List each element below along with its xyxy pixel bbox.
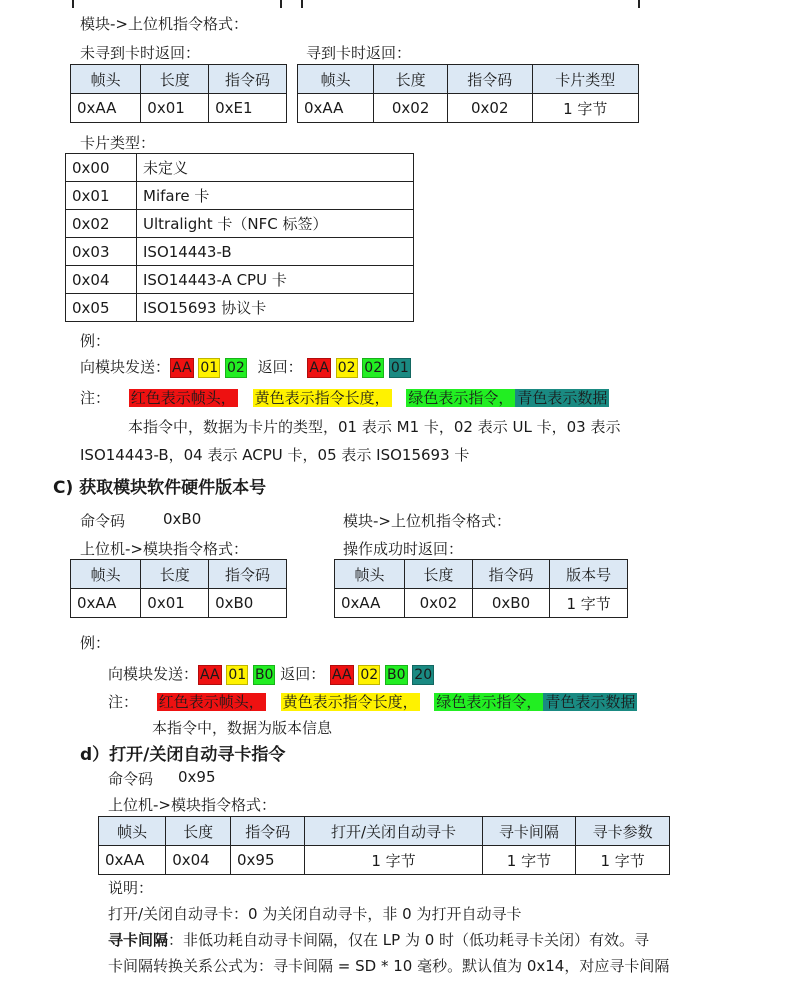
card-type-label: 卡片类型：: [80, 134, 156, 152]
byte-header: AA: [309, 360, 329, 376]
table-header: 帧头: [71, 560, 141, 589]
table-found: [297, 64, 639, 123]
table-cell: Mifare 卡: [137, 182, 414, 210]
table-header: 卡片类型: [532, 65, 638, 94]
table-cell: 0x02: [66, 210, 137, 238]
table-header: 长度: [141, 560, 209, 589]
explain-line: 打开/关闭自动寻卡：0 为关闭自动寻卡，非 0 为打开自动寻卡: [108, 905, 522, 923]
table-cell: 1 字节: [305, 846, 482, 875]
card-type-table: [65, 153, 414, 322]
section-heading: d）打开/关闭自动寻卡指令: [80, 745, 286, 765]
table-header: 长度: [141, 65, 209, 94]
byte-command: 02: [226, 360, 245, 376]
example-line: [80, 356, 411, 378]
return-label: 返回：: [280, 665, 326, 683]
table-header: 指令码: [231, 817, 305, 846]
table-cell: ISO14443-B: [137, 238, 414, 266]
legend-teal: 青色表示数据: [545, 693, 636, 711]
found-label: 寻到卡时返回：: [306, 44, 412, 62]
table-header: 帧头: [99, 817, 166, 846]
table-header: 指令码: [447, 65, 532, 94]
byte-command: 02: [364, 360, 383, 376]
table-cell: 0x01: [66, 182, 137, 210]
table-header: 指令码: [472, 560, 550, 589]
byte-command: B0: [254, 667, 274, 683]
table-cell: 0x95: [231, 846, 305, 875]
host-format: 上位机->模块指令格式：: [80, 540, 248, 558]
table-host: [70, 559, 287, 618]
table-cell: 0x05: [66, 294, 137, 322]
host-format: 上位机->模块指令格式：: [108, 796, 276, 814]
table-cell: ISO15693 协议卡: [137, 294, 414, 322]
example-line: [108, 663, 434, 685]
example-label: 例：: [80, 332, 111, 350]
table-cell: 0xE1: [209, 94, 287, 123]
legend-green: 绿色表示指令，: [408, 389, 514, 407]
explain-line: [108, 929, 649, 950]
table-header: 指令码: [209, 65, 287, 94]
table-header: 长度: [405, 560, 473, 589]
byte-command: B0: [386, 667, 406, 683]
table-cell: ISO14443-A CPU 卡: [137, 266, 414, 294]
table-not-found: [70, 64, 287, 123]
not-found-label: 未寻到卡时返回：: [80, 44, 201, 62]
format-title: 模块->上位机指令格式：: [80, 15, 248, 33]
success-label: 操作成功时返回：: [343, 540, 464, 558]
cmd-label: 命令码: [108, 770, 154, 788]
table-auto-scan: [98, 816, 670, 875]
cmd-label: 命令码: [80, 512, 126, 530]
table-border-fragment: [72, 0, 282, 8]
note-line: [108, 691, 637, 712]
legend-red: 红色表示帧头，: [158, 693, 264, 711]
explain-line: 卡间隔转换关系公式为：寻卡间隔 = SD * 10 毫秒。默认值为 0x14，对应寻卡间隔: [108, 957, 670, 975]
table-cell: 未定义: [137, 154, 414, 182]
desc-line: 本指令中，数据为版本信息: [152, 719, 333, 737]
byte-header: AA: [200, 667, 220, 683]
byte-data: 01: [390, 360, 409, 376]
table-header: 帧头: [298, 65, 374, 94]
module-format: 模块->上位机指令格式：: [343, 512, 511, 530]
byte-length: 02: [360, 667, 379, 683]
byte-data: 20: [414, 667, 433, 683]
legend-teal: 青色表示数据: [517, 389, 608, 407]
table-cell: 0x04: [166, 846, 231, 875]
byte-header: AA: [172, 360, 192, 376]
byte-header: AA: [332, 667, 352, 683]
section-heading: C) 获取模块软件硬件版本号: [53, 478, 267, 498]
note-label: 注：: [80, 389, 111, 407]
table-header: 版本号: [550, 560, 628, 589]
table-cell: 1 字节: [550, 589, 628, 618]
table-header: 帧头: [335, 560, 405, 589]
table-header: 寻卡间隔: [482, 817, 576, 846]
table-cell: 0x03: [66, 238, 137, 266]
table-cell: 1 字节: [532, 94, 638, 123]
table-header: 寻卡参数: [576, 817, 670, 846]
table-cell: 0xAA: [335, 589, 405, 618]
byte-length: 01: [228, 667, 247, 683]
return-label: 返回：: [257, 358, 303, 376]
desc-line: ISO14443-B，04 表示 ACPU 卡，05 表示 ISO15693 卡: [80, 446, 470, 464]
cmd-value: 0xB0: [163, 510, 202, 528]
send-label: 向模块发送：: [108, 665, 199, 683]
cmd-value: 0x95: [178, 768, 216, 786]
table-header: 指令码: [209, 560, 287, 589]
table-cell: 0xAA: [99, 846, 166, 875]
table-cell: 0x01: [141, 94, 209, 123]
desc-line: 本指令中，数据为卡片的类型，01 表示 M1 卡，02 表示 UL 卡，03 表示: [128, 418, 621, 436]
table-header: 长度: [166, 817, 231, 846]
table-cell: 0x02: [447, 94, 532, 123]
table-cell: 0x01: [141, 589, 209, 618]
legend-red: 红色表示帧头，: [130, 389, 236, 407]
table-border-fragment: [638, 0, 640, 8]
table-header: 长度: [374, 65, 448, 94]
byte-length: 01: [200, 360, 219, 376]
table-cell: 0xAA: [298, 94, 374, 123]
table-cell: 0x00: [66, 154, 137, 182]
table-cell: 0x04: [66, 266, 137, 294]
table-cell: 0xAA: [71, 94, 141, 123]
table-header: 打开/关闭自动寻卡: [305, 817, 482, 846]
byte-length: 02: [337, 360, 356, 376]
table-cell: 0xAA: [71, 589, 141, 618]
table-cell: 0xB0: [209, 589, 287, 618]
explain-label: 说明：: [108, 879, 154, 897]
example-label: 例：: [80, 634, 111, 652]
term-scan-interval: 寻卡间隔: [108, 931, 169, 949]
table-cell: 0x02: [374, 94, 448, 123]
explain-text: ：非低功耗自动寻卡间隔，仅在 LP 为 0 时（低功耗寻卡关闭）有效。寻: [168, 931, 650, 949]
legend-green: 绿色表示指令，: [436, 693, 542, 711]
send-label: 向模块发送：: [80, 358, 171, 376]
table-cell: 1 字节: [482, 846, 576, 875]
table-cell: 0x02: [405, 589, 473, 618]
table-cell: Ultralight 卡（NFC 标签）: [137, 210, 414, 238]
legend-yellow: 黄色表示指令长度，: [254, 389, 390, 407]
table-cell: 1 字节: [576, 846, 670, 875]
table-response: [334, 559, 628, 618]
note-label: 注：: [108, 693, 139, 711]
legend-yellow: 黄色表示指令长度，: [282, 693, 418, 711]
note-line: [80, 387, 609, 408]
table-header: 帧头: [71, 65, 141, 94]
table-cell: 0xB0: [472, 589, 550, 618]
table-border-fragment: [301, 0, 303, 8]
